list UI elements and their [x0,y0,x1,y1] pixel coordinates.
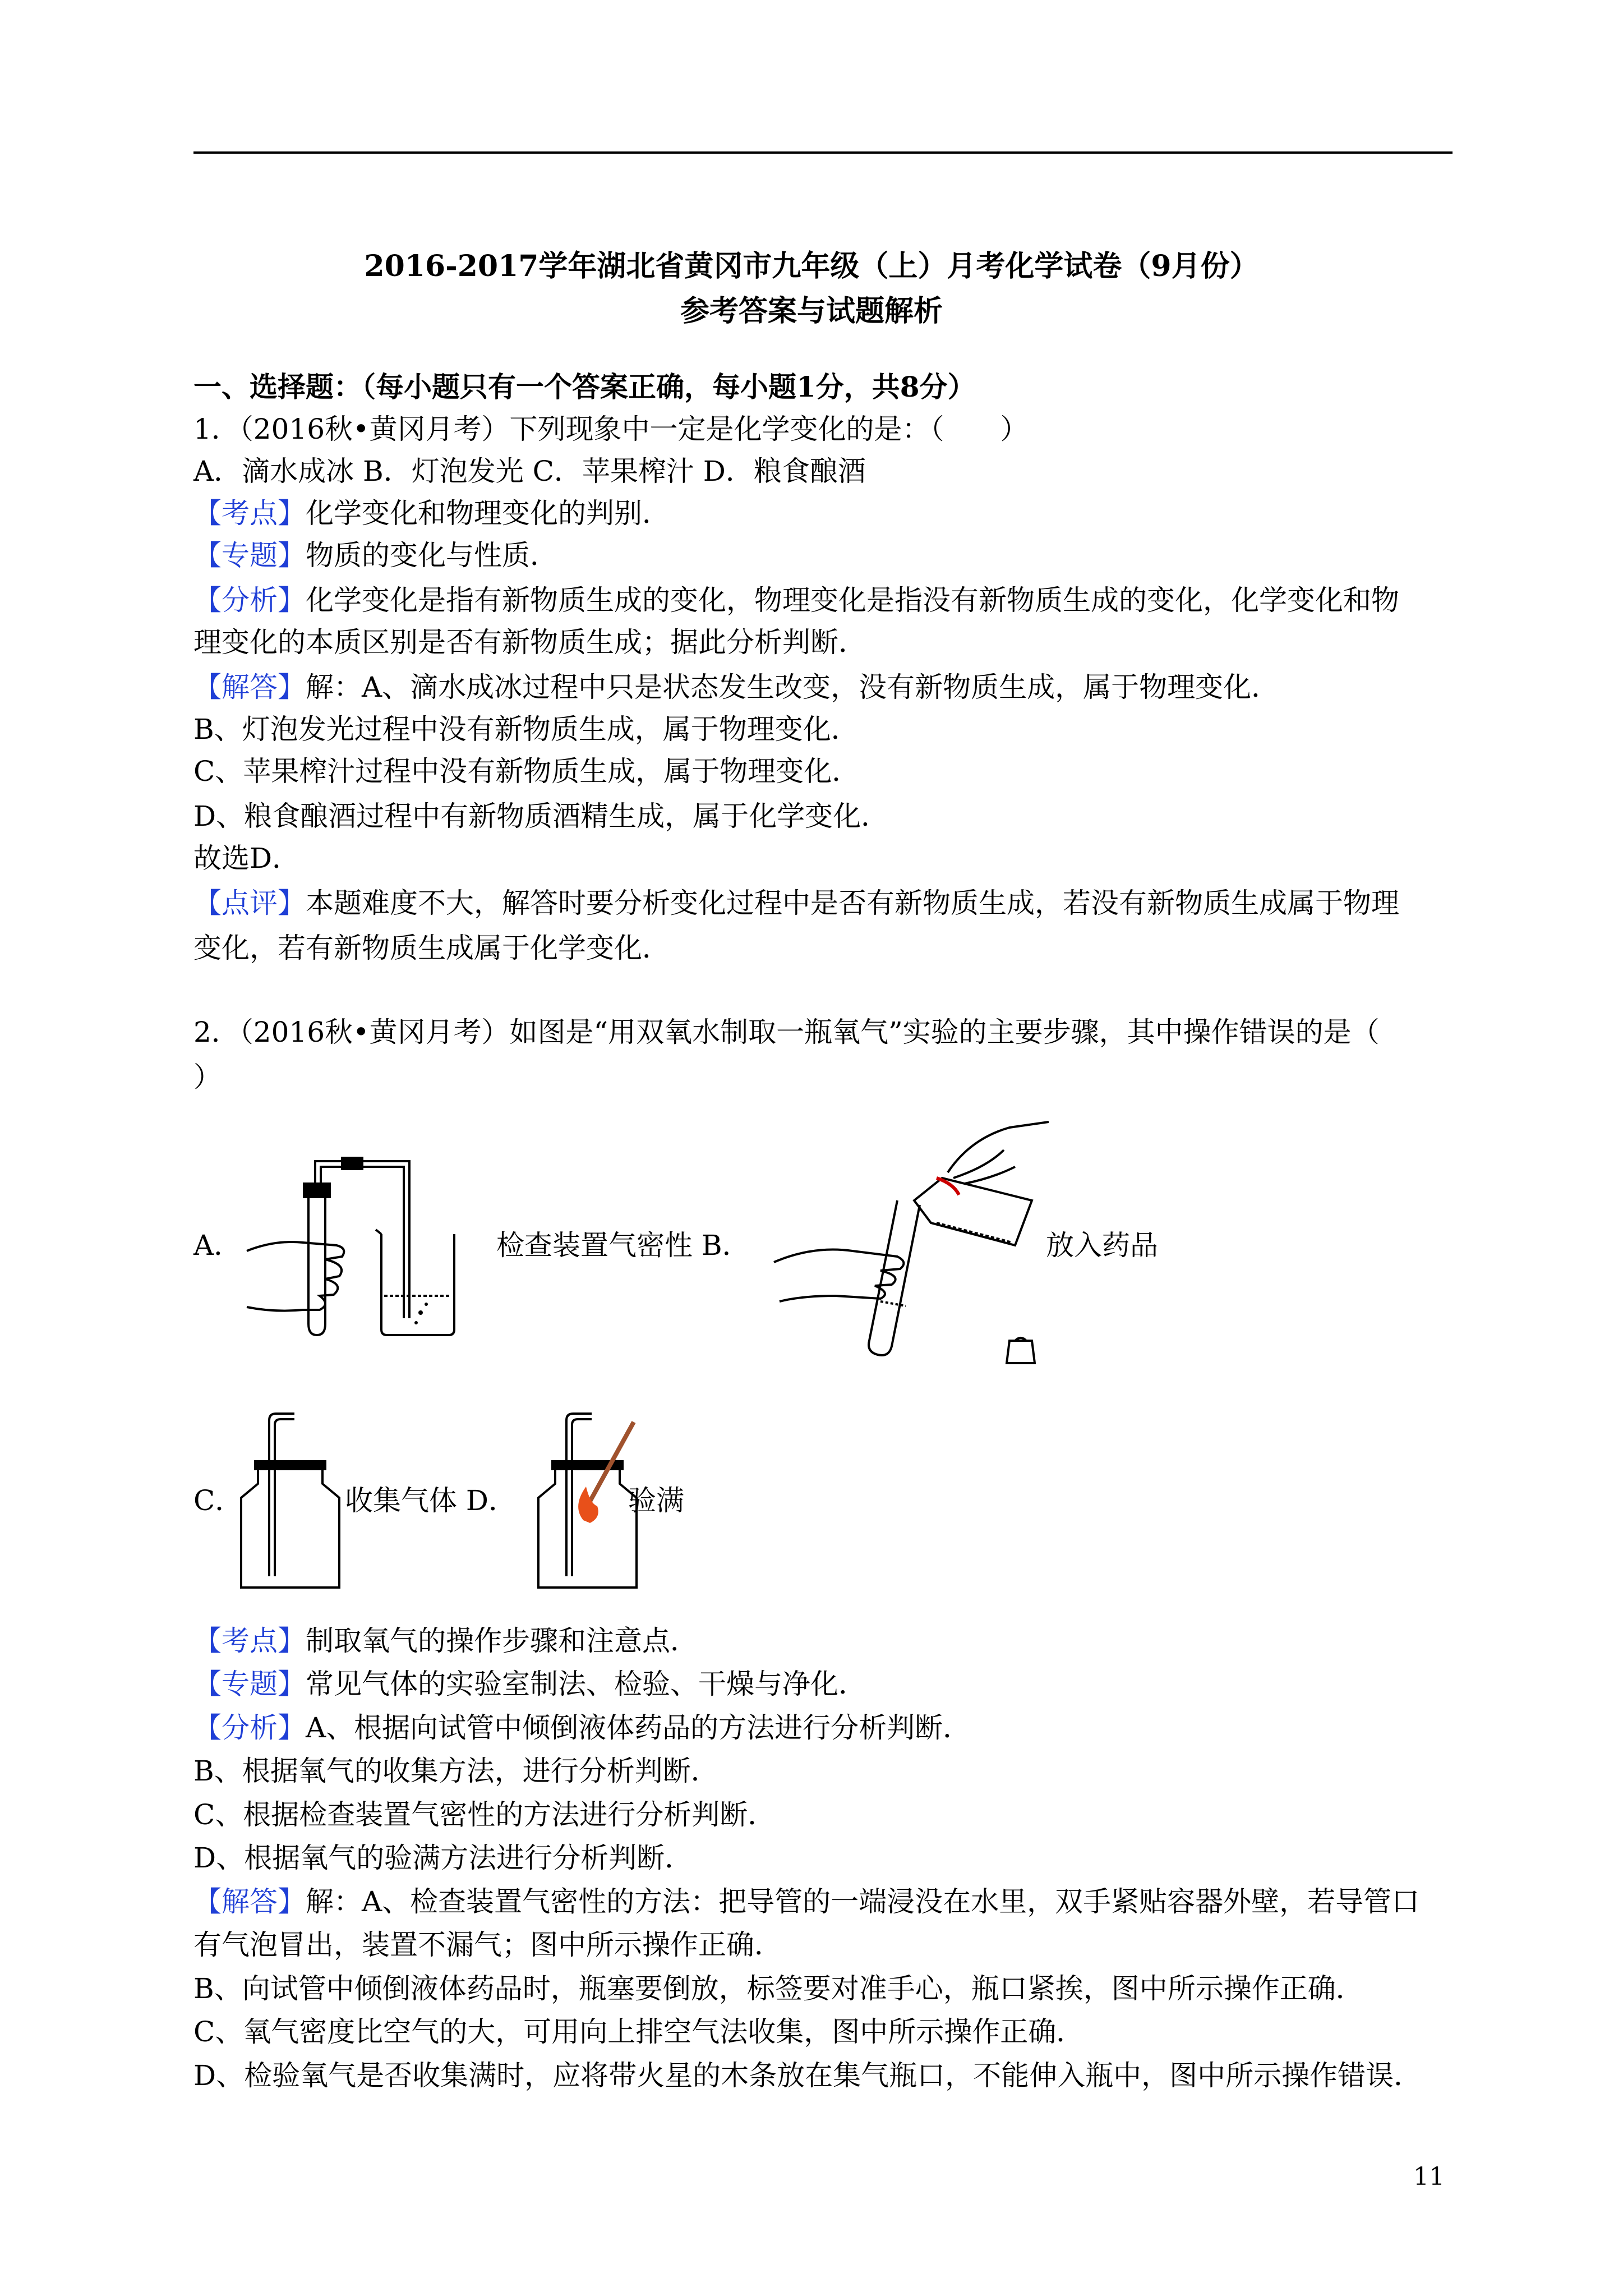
header-rule [193,151,1453,154]
page-subtitle: 参考答案与试题解析 [680,294,943,328]
q2-jieda-text-1: 解：A、检查装置气密性的方法：把导管的一端浸没在水里，双手紧贴容器外壁，若导管口 [306,1885,1420,1918]
q1-options: A．滴水成冰 B．灯泡发光 C．苹果榨汁 D．粮食酿酒 [193,455,866,487]
fig-a-letter: A． [193,1229,242,1262]
tag-jieda: 【解答】 [193,671,306,703]
q1-jieda-text-1: 解：A、滴水成冰过程中只是状态发生改变，没有新物质生成，属于物理变化． [306,671,1280,703]
q1-jieda-line-2: B、灯泡发光过程中没有新物质生成，属于物理变化． [193,713,859,746]
q2-jieda [193,1885,1419,1918]
q2-jieda-line-5: D、检验氧气是否收集满时，应将带火星的木条放在集气瓶口，不能伸入瓶中，图中所示操作错误． [193,2059,1422,2092]
q1-jieda-line-5: 故选D． [193,842,301,875]
fig-c-caption: 收集气体 D． [345,1484,517,1517]
q2-jieda-line-3: B、向试管中倾倒液体药品时，瓶塞要倒放，标签要对准手心，瓶口紧挨，图中所示操作正确． [193,1972,1364,2005]
section-heading: 一、选择题：（每小题只有一个答案正确，每小题1分，共8分） [193,370,976,403]
tag-zhuanti-2: 【专题】 [193,1668,306,1700]
tag-kaodian: 【考点】 [193,497,306,530]
q1-jieda-line-3: C、苹果榨汁过程中没有新物质生成，属于物理变化． [193,755,860,788]
fig-b-caption: 放入药品 [1046,1229,1158,1262]
tag-dianping: 【点评】 [193,887,306,919]
q2-zhuanti-text: 常见气体的实验室制法、检验、干燥与净化． [306,1668,866,1700]
fig-b-pour-liquid [768,1116,1049,1380]
fig-d-caption: 验满 [628,1484,684,1517]
page-title: 2016-2017学年湖北省黄冈市九年级（上）月考化学试卷（9月份） [364,249,1259,283]
tag-jieda-2: 【解答】 [193,1885,306,1918]
q2-fenxi [193,1711,971,1745]
q1-jieda [193,670,1279,704]
q2-jieda-line-4: C、氧气密度比空气的大，可用向上排空气法收集，图中所示操作正确． [193,2016,1085,2048]
q2-fenxi-line-2: B、根据氧气的收集方法，进行分析判断． [193,1755,719,1787]
q1-dianping [193,886,1399,920]
q2-fenxi-line-3: C、根据检查装置气密性的方法进行分析判断． [193,1798,776,1831]
q1-stem: 1．（2016秋•黄冈月考）下列现象中一定是化学变化的是：（ ） [193,413,1029,445]
q2-stem: 2．（2016秋•黄冈月考）如图是“用双氧水制取一瓶氧气”实验的主要步骤，其中操作错误的是（ [193,1016,1380,1048]
page-number: 11 [1413,2162,1445,2191]
tag-fenxi: 【分析】 [193,584,306,616]
q2-jieda-line-2: 有气泡冒出，装置不漏气；图中所示操作正确． [193,1929,782,1961]
q1-dianping-line-2: 变化，若有新物质生成属于化学变化． [193,932,670,964]
tag-zhuanti: 【专题】 [193,539,306,572]
q1-fenxi [193,583,1399,617]
fig-c-letter: C． [193,1484,243,1517]
fig-c-collect-gas [230,1408,342,1593]
q1-dianping-text-1: 本题难度不大，解答时要分析变化过程中是否有新物质生成，若没有新物质生成属于物理 [306,887,1399,919]
fig-a-caption: 检查装置气密性 B． [496,1229,750,1262]
q1-kaodian [193,496,670,530]
q1-zhuanti-text: 物质的变化与性质． [306,539,558,572]
q2-kaodian-text: 制取氧气的操作步骤和注意点． [306,1625,698,1657]
tag-kaodian-2: 【考点】 [193,1625,306,1657]
q1-zhuanti [193,539,558,572]
q1-fenxi-text-1: 化学变化是指有新物质生成的变化，物理变化是指没有新物质生成的变化，化学变化和物 [306,584,1399,616]
tag-fenxi-2: 【分析】 [193,1711,306,1744]
q2-stem-line-2: ） [193,1061,222,1093]
q2-zhuanti [193,1667,866,1701]
q2-kaodian [193,1624,698,1658]
q2-fenxi-line-4: D、根据氧气的验满方法进行分析判断． [193,1842,693,1874]
q1-kaodian-text: 化学变化和物理变化的判别． [306,497,670,530]
q2-fenxi-text-1: A、根据向试管中倾倒液体药品的方法进行分析判断． [306,1711,971,1744]
q1-jieda-line-4: D、粮食酿酒过程中有新物质酒精生成，属于化学变化． [193,800,889,832]
q1-fenxi-line-2: 理变化的本质区别是否有新物质生成；据此分析判断． [193,626,866,659]
fig-a-airtightness-check [241,1144,477,1352]
